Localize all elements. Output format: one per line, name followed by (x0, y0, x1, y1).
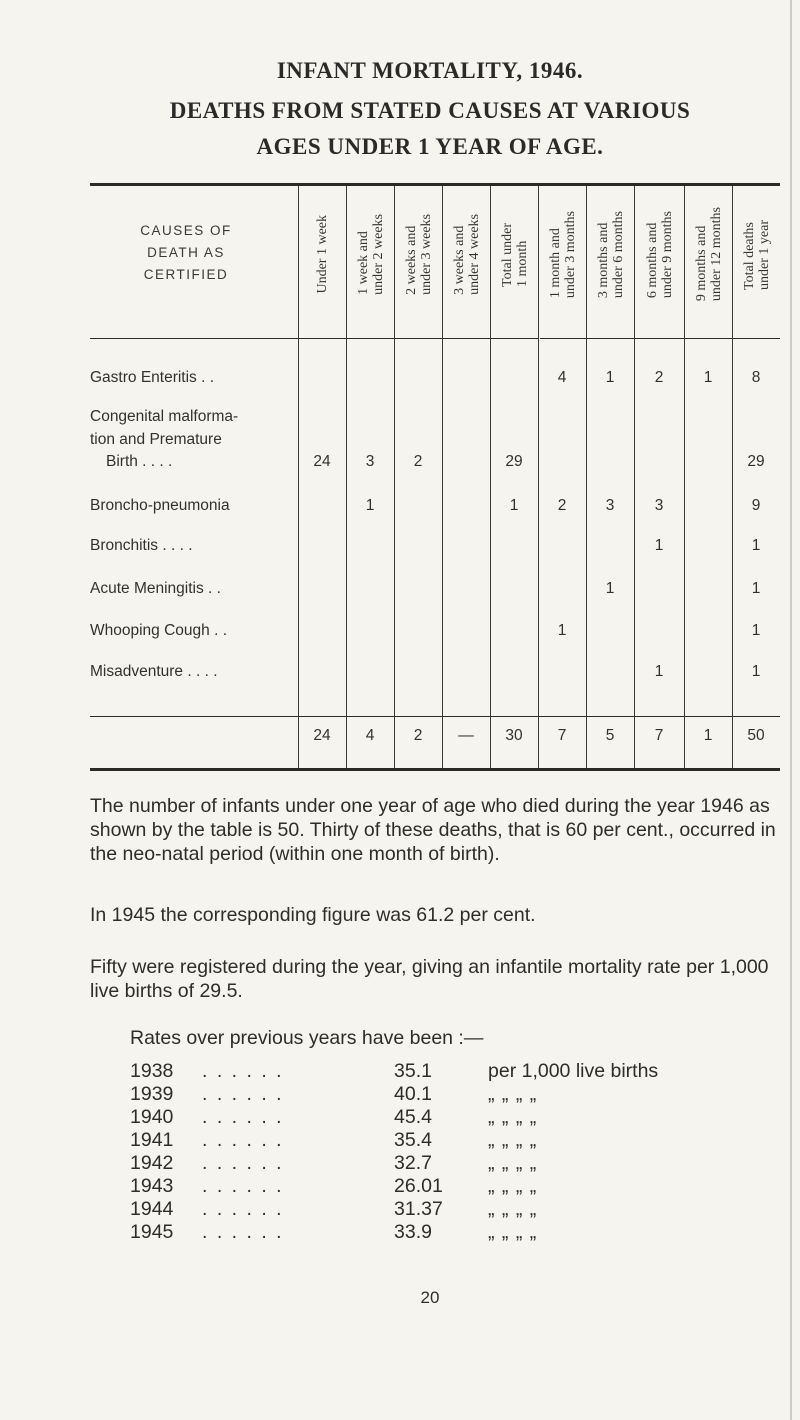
table-cell: 1 (605, 580, 615, 597)
rate-year: 1944 (130, 1198, 174, 1220)
row-label: Acute Meningitis . . (90, 580, 221, 597)
rate-year: 1940 (130, 1106, 174, 1128)
rate-value: 33.9 (394, 1221, 432, 1243)
total-cell: 7 (557, 727, 567, 744)
column-header: 1 week and under 2 weeks (355, 214, 386, 295)
column-header: 3 weeks and under 4 weeks (451, 214, 482, 295)
table-cell: 1 (751, 537, 761, 554)
table-cell: 3 (365, 453, 375, 470)
total-cell: 50 (747, 727, 765, 744)
rate-year: 1941 (130, 1129, 174, 1151)
table-cell: 1 (751, 622, 761, 639)
total-cell: — (458, 727, 474, 744)
header-rule-right (540, 338, 780, 339)
rate-value: 31.37 (394, 1198, 443, 1220)
rate-year: 1942 (130, 1152, 174, 1174)
table-cell: 1 (509, 497, 519, 514)
column-header: 9 months and under 12 months (693, 207, 724, 302)
total-cell: 1 (703, 727, 713, 744)
leader-dots: . . . . . . (202, 1060, 284, 1082)
table-cell: 1 (654, 663, 664, 680)
table-cell: 1 (557, 622, 567, 639)
total-cell: 7 (654, 727, 664, 744)
causes-header: CAUSES OF DEATH AS CERTIFIED (140, 223, 232, 282)
column-header: 2 weeks and under 3 weeks (403, 214, 434, 295)
leader-dots: . . . . . . (202, 1152, 284, 1174)
table-bottom-rule (90, 768, 780, 771)
table-cell: 3 (605, 497, 615, 514)
total-cell: 2 (413, 727, 423, 744)
table-cell: 9 (751, 497, 761, 514)
ditto-marks: „ „ „ „ (488, 1198, 538, 1220)
column-header: 1 month and under 3 months (547, 210, 578, 299)
rate-value: 45.4 (394, 1106, 432, 1128)
total-cell: 5 (605, 727, 615, 744)
table-cell: 4 (557, 369, 567, 386)
ditto-marks: „ „ „ „ (488, 1175, 538, 1197)
page-edge (790, 0, 792, 1420)
ditto-marks: „ „ „ „ (488, 1129, 538, 1151)
leader-dots: . . . . . . (202, 1106, 284, 1128)
table-cell: 24 (313, 453, 331, 470)
row-label: Congenital malforma- (90, 408, 239, 425)
rate-value: 32.7 (394, 1152, 432, 1174)
rate-unit: per 1,000 live births (488, 1060, 659, 1082)
total-cell: 24 (313, 727, 331, 744)
column-header: Total deaths under 1 year (741, 219, 772, 290)
row-label: Whooping Cough . . (90, 622, 228, 639)
table-cell: 1 (654, 537, 664, 554)
table-cell: 1 (605, 369, 615, 386)
table-cell: 1 (703, 369, 713, 386)
leader-dots: . . . . . . (202, 1198, 284, 1220)
paragraph-1945: In 1945 the corresponding figure was 61.2 per cent. (90, 904, 536, 926)
table-cell: 2 (413, 453, 423, 470)
ditto-marks: „ „ „ „ (488, 1083, 538, 1105)
table-cell: 2 (557, 497, 567, 514)
rate-value: 40.1 (394, 1083, 432, 1105)
leader-dots: . . . . . . (202, 1175, 284, 1197)
leader-dots: . . . . . . (202, 1221, 284, 1243)
row-label: Birth . . . . (106, 453, 173, 470)
ditto-marks: „ „ „ „ (488, 1152, 538, 1174)
row-label: Gastro Enteritis . . (90, 369, 215, 386)
table-cell: 1 (751, 663, 761, 680)
total-cell: 4 (365, 727, 375, 744)
row-label: tion and Premature (90, 431, 222, 448)
paragraph-summary: The number of infants under one year of age who died during the year 1946 as shown by the table is 50. Thirty of these deaths, that is 60 per cent., occurred in the neo-natal period (within one month of birth). (90, 795, 776, 865)
rates-heading: Rates over previous years have been :— (130, 1027, 484, 1049)
column-header: 3 months and under 6 months (595, 210, 626, 299)
table-cell: 3 (654, 497, 664, 514)
header-rule-mid (298, 338, 538, 339)
column-header: Total under 1 month (499, 222, 530, 287)
total-cell: 30 (505, 727, 523, 744)
column-header: 6 months and under 9 months (644, 210, 675, 299)
table-cell: 29 (505, 453, 523, 470)
title-line-1: INFANT MORTALITY, 1946. (276, 58, 584, 83)
table-cell: 8 (751, 369, 761, 386)
row-label: Misadventure . . . . (90, 663, 218, 680)
rate-value: 35.4 (394, 1129, 432, 1151)
rate-year: 1939 (130, 1083, 174, 1105)
column-header: Under 1 week (315, 215, 330, 294)
ditto-marks: „ „ „ „ (488, 1221, 538, 1243)
header-rule-left (90, 338, 298, 339)
leader-dots: . . . . . . (202, 1129, 284, 1151)
totals-rule (90, 716, 780, 717)
leader-dots: . . . . . . (202, 1083, 284, 1105)
row-label: Bronchitis . . . . (90, 537, 193, 554)
paragraph-registered: Fifty were registered during the year, giving an infantile mortality rate per 1,000 live births of 29.5. (90, 956, 769, 1002)
rate-value: 35.1 (394, 1060, 432, 1082)
title-line-2: DEATHS FROM STATED CAUSES AT VARIOUS (169, 98, 691, 123)
rate-year: 1945 (130, 1221, 174, 1243)
rate-year: 1938 (130, 1060, 174, 1082)
rate-value: 26.01 (394, 1175, 443, 1197)
table-cell: 29 (747, 453, 765, 470)
ditto-marks: „ „ „ „ (488, 1106, 538, 1128)
row-label: Broncho-pneumonia (90, 497, 230, 514)
table-cell: 1 (751, 580, 761, 597)
page-number: 20 (420, 1288, 440, 1307)
table-cell: 2 (654, 369, 664, 386)
title-line-3: AGES UNDER 1 YEAR OF AGE. (256, 134, 604, 159)
table-top-rule (90, 183, 780, 186)
table-cell: 1 (365, 497, 375, 514)
rate-year: 1943 (130, 1175, 174, 1197)
